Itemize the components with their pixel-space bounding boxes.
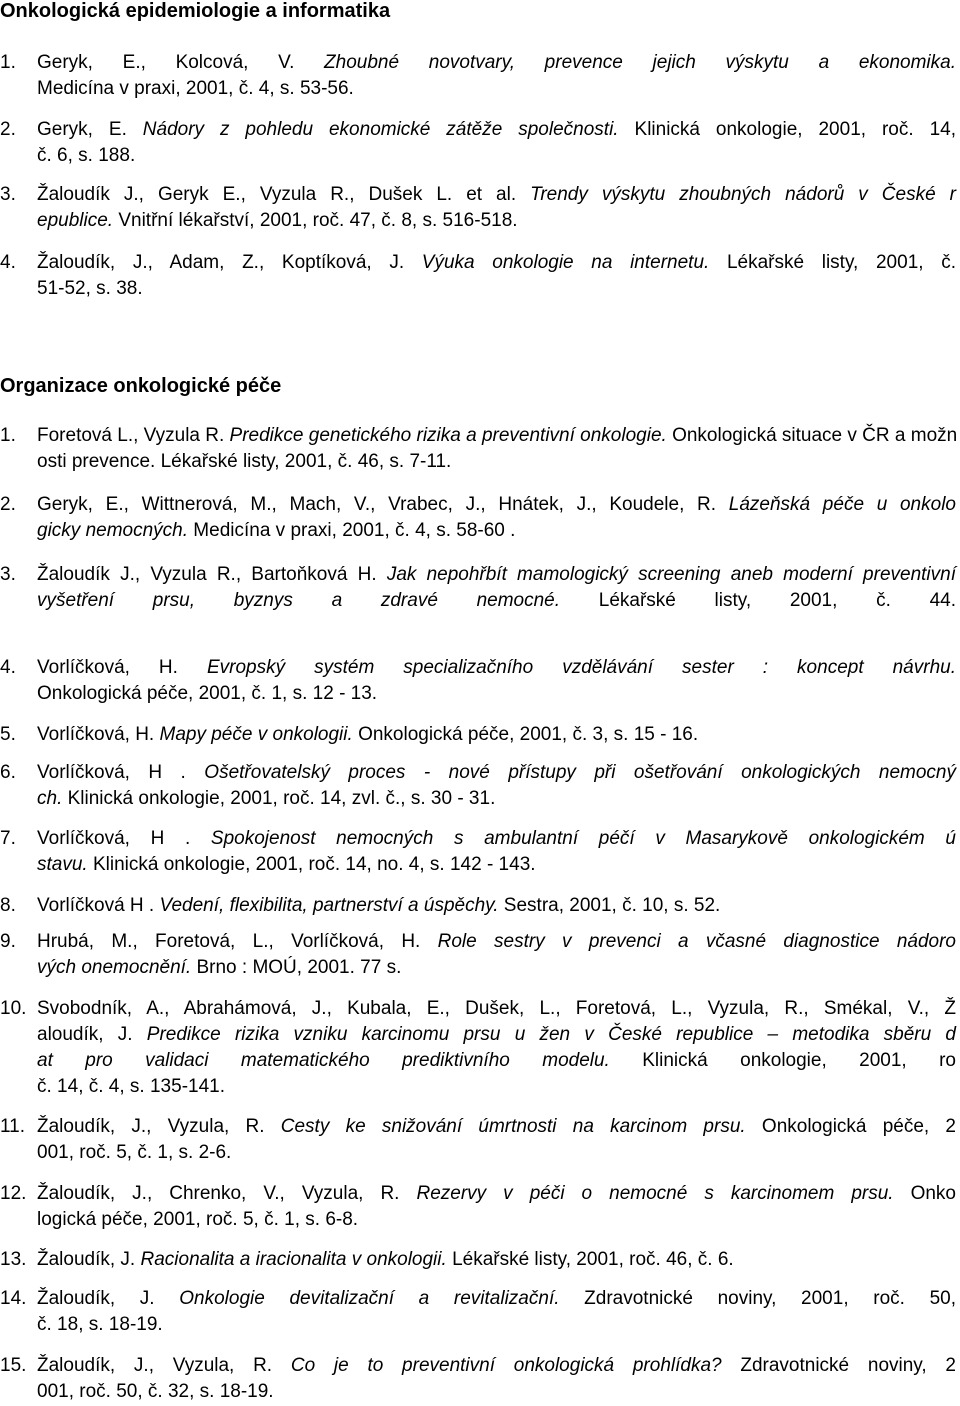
reference-title: epublice. [37, 210, 119, 231]
reference-title: Zhoubné novotvary, prevence jejich výskytu a ekonomika. [324, 52, 956, 73]
reference-source: osti prevence. Lékařské listy, 2001, č. 46, s. 7-11. [37, 451, 452, 472]
reference-line [0, 276, 956, 302]
reference-number: 7. [0, 828, 16, 849]
reference-line [0, 50, 956, 76]
reference-title: Predikce genetického rizika a preventivní onkologie. [229, 425, 673, 446]
reference-line [0, 423, 956, 449]
reference-authors: Žaloudík, J., Vyzula, R. [37, 1355, 291, 1376]
reference-line [0, 786, 956, 812]
reference-entry [0, 250, 956, 302]
reference-line [0, 76, 956, 102]
reference-entry [0, 1353, 956, 1405]
reference-source: Onko [910, 1183, 956, 1204]
reference-entry [0, 50, 956, 102]
reference-title: Predikce rizika vzniku karcinomu prsu u žen v České republice – metodika sběru d [146, 1024, 956, 1045]
reference-line [0, 117, 956, 143]
reference-title: Výuka onkologie na internetu. [421, 252, 727, 273]
reference-authors: Geryk, E. [37, 119, 143, 140]
reference-entry [0, 722, 956, 748]
reference-authors: Žaloudík J., Geryk E., Vyzula R., Dušek L. et al. [37, 184, 531, 205]
reference-source: Sestra, 2001, č. 10, s. 52. [503, 895, 721, 916]
reference-entry [0, 423, 956, 475]
reference-line [0, 492, 956, 518]
reference-line [0, 722, 956, 748]
reference-source: Klinická onkologie, 2001, roč. 14, [634, 119, 957, 140]
reference-source: Brno : MOÚ, 2001. 77 s. [196, 957, 402, 978]
section-heading-organization: Organizace onkologické péče [0, 375, 282, 397]
reference-entry [0, 1181, 956, 1233]
reference-source: Medicína v praxi, 2001, č. 4, s. 58-60 . [193, 520, 516, 541]
reference-line [0, 955, 956, 981]
reference-line [0, 1247, 956, 1273]
reference-source: 001, roč. 5, č. 1, s. 2-6. [37, 1142, 232, 1163]
reference-source: č. 14, č. 4, s. 135-141. [37, 1076, 225, 1097]
reference-authors: aloudík, J. [37, 1024, 147, 1045]
reference-title: Rezervy v péči o nemocné s karcinomem prsu. [416, 1183, 911, 1204]
reference-source: Klinická onkologie, 2001, ro [642, 1050, 956, 1071]
reference-authors: Vorlíčková H . [37, 895, 160, 916]
reference-line [0, 250, 956, 276]
reference-authors: Svobodník, A., Abrahámová, J., Kubala, E., Dušek, L., Foretová, L., Vyzula, R., Smékal, V., Ž [37, 998, 956, 1019]
reference-source: 001, roč. 50, č. 32, s. 18-19. [37, 1381, 274, 1402]
reference-entry [0, 117, 956, 169]
reference-line [0, 760, 956, 786]
reference-line [0, 1140, 956, 1166]
reference-number: 15. [0, 1355, 27, 1376]
reference-entry [0, 760, 956, 812]
reference-source: Klinická onkologie, 2001, roč. 14, zvl. č., s. 30 - 31. [67, 788, 496, 809]
reference-title: Lázeňská péče u onkolo [728, 494, 956, 515]
reference-source: Lékařské listy, 2001, roč. 46, č. 6. [452, 1249, 734, 1270]
reference-authors: Vorlíčková, H. [37, 657, 207, 678]
reference-authors: Žaloudík, J., Vyzula, R. [37, 1116, 281, 1137]
reference-authors: Vorlíčková, H . [37, 762, 205, 783]
reference-title: Trendy výskytu zhoubných nádorů v České r [530, 184, 956, 205]
section-heading-epidemiology: Onkologická epidemiologie a informatika [0, 0, 391, 22]
reference-line [0, 655, 956, 681]
reference-entry [0, 893, 956, 919]
reference-line [0, 1312, 956, 1338]
reference-authors: Geryk, E., Wittnerová, M., Mach, V., Vrabec, J., Hnátek, J., Koudele, R. [37, 494, 729, 515]
reference-title: at pro validaci matematického prediktivního modelu. [37, 1050, 643, 1071]
reference-authors: Vorlíčková, H . [37, 828, 211, 849]
reference-title: Jak nepohřbít mamologický screening aneb moderní preventivní [386, 564, 956, 585]
reference-line [0, 929, 956, 955]
reference-line [0, 562, 956, 588]
reference-line [0, 208, 956, 234]
reference-number: 5. [0, 724, 16, 745]
reference-line [0, 518, 956, 544]
reference-line [0, 996, 956, 1022]
reference-title: Cesty ke snižování úmrtnosti na karcinom prsu. [280, 1116, 762, 1137]
reference-authors: Vorlíčková, H. [37, 724, 160, 745]
reference-line [0, 1353, 956, 1379]
reference-title: ch. [37, 788, 68, 809]
reference-title: Role sestry v prevenci a včasné diagnostice nádoro [437, 931, 956, 952]
reference-title: gicky nemocných. [37, 520, 194, 541]
reference-title: Ošetřovatelský proces - nové přístupy při ošetřování onkologických nemocný [204, 762, 956, 783]
reference-entry [0, 929, 956, 981]
reference-entry [0, 1247, 956, 1273]
reference-line [0, 1207, 956, 1233]
reference-authors: Hrubá, M., Foretová, L., Vorlíčková, H. [37, 931, 438, 952]
reference-title: Nádory z pohledu ekonomické zátěže společnosti. [142, 119, 635, 140]
reference-entry [0, 1286, 956, 1338]
reference-line [0, 449, 956, 475]
reference-title: Racionalita a iracionalita v onkologii. [140, 1249, 453, 1270]
reference-number: 6. [0, 762, 16, 783]
reference-line [0, 1022, 956, 1048]
reference-number: 3. [0, 184, 16, 205]
reference-number: 2. [0, 494, 16, 515]
reference-authors: Foretová L., Vyzula R. [37, 425, 230, 446]
reference-number: 3. [0, 564, 16, 585]
reference-title: Mapy péče v onkologii. [159, 724, 359, 745]
reference-entry [0, 1114, 956, 1166]
reference-line [0, 1048, 956, 1074]
reference-line [0, 1114, 956, 1140]
reference-number: 10. [0, 998, 27, 1019]
reference-authors: Žaloudík J., Vyzula R., Bartoňková H. [37, 564, 387, 585]
reference-entry [0, 492, 956, 544]
reference-source: č. 6, s. 188. [37, 145, 136, 166]
reference-title: Spokojenost nemocných s ambulantní péčí v Masarykově onkologickém ú [210, 828, 956, 849]
reference-entry [0, 826, 956, 878]
reference-entry [0, 655, 956, 707]
reference-authors: Geryk, E., Kolcová, V. [37, 52, 325, 73]
reference-source: Zdravotnické noviny, 2 [740, 1355, 957, 1376]
reference-source: č. 18, s. 18-19. [37, 1314, 163, 1335]
reference-number: 1. [0, 425, 16, 446]
reference-number: 1. [0, 52, 16, 73]
reference-number: 8. [0, 895, 16, 916]
reference-source: logická péče, 2001, roč. 5, č. 1, s. 6-8. [37, 1209, 359, 1230]
reference-line [0, 826, 956, 852]
reference-title: vyšetření prsu, byznys a zdravé nemocné. [37, 590, 599, 611]
reference-source: Lékařské listy, 2001, č. [726, 252, 956, 273]
reference-number: 9. [0, 931, 16, 952]
reference-number: 4. [0, 252, 16, 273]
reference-line [0, 182, 956, 208]
reference-authors: Žaloudík, J. [37, 1249, 141, 1270]
reference-number: 11. [0, 1116, 26, 1137]
reference-source: Onkologická péče, 2001, č. 1, s. 12 - 13. [37, 683, 378, 704]
reference-source: Onkologická situace v ČR a možn [672, 425, 958, 446]
reference-number: 4. [0, 657, 16, 678]
reference-source: Klinická onkologie, 2001, roč. 14, no. 4, s. 142 - 143. [92, 854, 536, 875]
reference-source: Onkologická péče, 2 [761, 1116, 956, 1137]
reference-title: Onkologie devitalizační a revitalizační. [179, 1288, 585, 1309]
reference-title: Co je to preventivní onkologická prohlídka? [290, 1355, 741, 1376]
reference-line [0, 588, 956, 614]
reference-title: Vedení, flexibilita, partnerství a úspěchy. [159, 895, 504, 916]
reference-authors: Žaloudík, J. [37, 1288, 180, 1309]
reference-line [0, 1379, 956, 1405]
reference-authors: Žaloudík, J., Adam, Z., Koptíková, J. [37, 252, 422, 273]
reference-line [0, 1286, 956, 1312]
reference-line [0, 614, 956, 640]
reference-title: Evropský systém specializačního vzdělávání sester : koncept návrhu. [206, 657, 956, 678]
reference-entry [0, 562, 956, 640]
reference-source: Medicína v praxi, 2001, č. 4, s. 53-56. [37, 78, 354, 99]
reference-line [0, 852, 956, 878]
reference-title: vých onemocnění. [37, 957, 197, 978]
reference-number: 12. [0, 1183, 27, 1204]
reference-source: Zdravotnické noviny, 2001, roč. 50, [584, 1288, 956, 1309]
reference-authors: Žaloudík, J., Chrenko, V., Vyzula, R. [37, 1183, 417, 1204]
reference-number: 14. [0, 1288, 27, 1309]
reference-source: Lékařské listy, 2001, č. 44. [598, 590, 957, 611]
reference-line [0, 681, 956, 707]
reference-line [0, 1181, 956, 1207]
reference-number: 2. [0, 119, 16, 140]
reference-entry [0, 996, 956, 1100]
reference-entry [0, 182, 956, 234]
reference-line [0, 143, 956, 169]
reference-source: Vnitřní lékařství, 2001, roč. 47, č. 8, s. 516-518. [118, 210, 518, 231]
reference-source: Onkologická péče, 2001, č. 3, s. 15 - 16. [358, 724, 699, 745]
reference-line [0, 893, 956, 919]
reference-source: 51-52, s. 38. [37, 278, 143, 299]
reference-number: 13. [0, 1249, 27, 1270]
reference-title: stavu. [37, 854, 93, 875]
reference-line [0, 1074, 956, 1100]
